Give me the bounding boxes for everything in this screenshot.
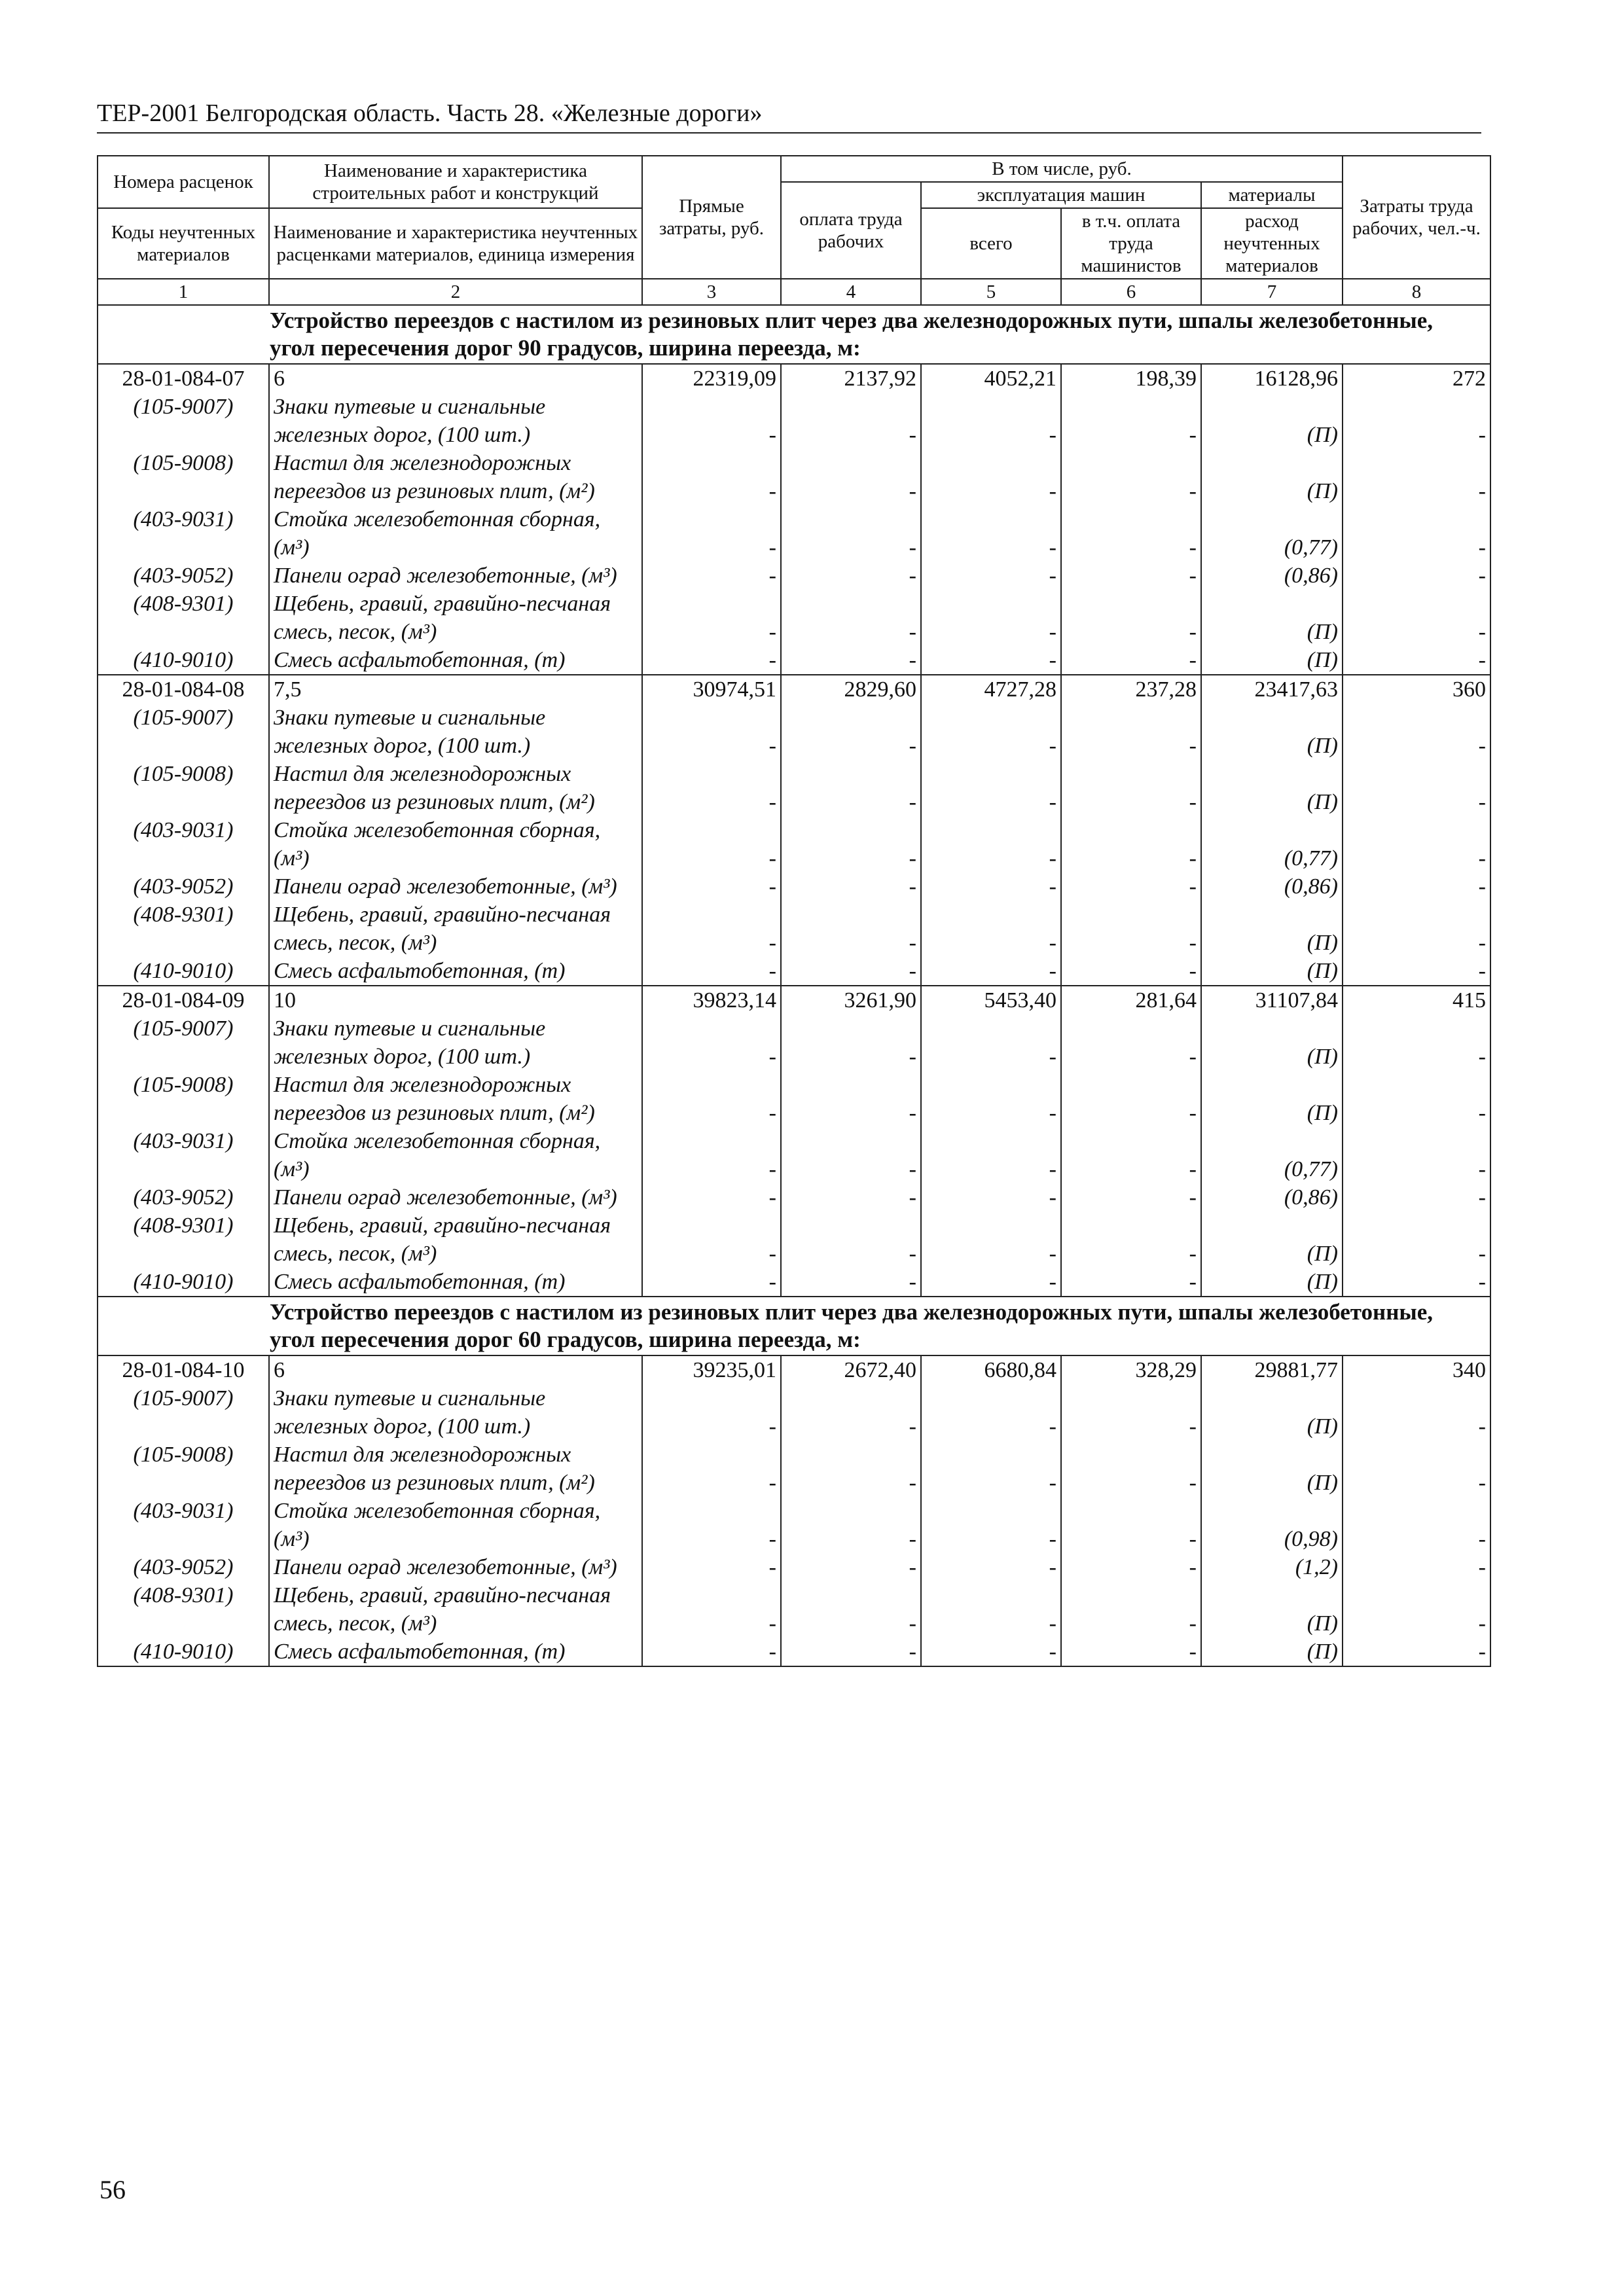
material-row: [98, 1638, 1490, 1666]
dash-cell: -: [1061, 505, 1201, 562]
dash-cell: -: [781, 562, 921, 590]
section-title: Устройство переездов с настилом из резиновых плит через два железнодорожных пути, шпалы железобетонные, угол пересечения дорог 60 градусов, ширина переезда, м:: [98, 1297, 1490, 1355]
column-number: 1: [98, 279, 269, 305]
material-row: [98, 1183, 1490, 1211]
dash-cell: -: [642, 957, 781, 986]
wages-value: 3261,90: [781, 986, 921, 1014]
material-row: [98, 1268, 1490, 1297]
materials-value: 29881,77: [1201, 1355, 1343, 1384]
material-name: Щебень, гравий, гравийно-песчаная смесь, песок, (м³): [269, 1211, 642, 1268]
dash-cell: -: [642, 1268, 781, 1297]
material-quantity: (0,86): [1201, 1183, 1343, 1211]
wages-value: 2829,60: [781, 675, 921, 704]
dash-cell: -: [781, 760, 921, 816]
labor-value: 360: [1343, 675, 1490, 704]
dash-cell: -: [781, 1553, 921, 1581]
dash-cell: -: [921, 505, 1061, 562]
material-row: [98, 1553, 1490, 1581]
material-name: Стойка железобетонная сборная, (м³): [269, 1127, 642, 1183]
dash-cell: -: [781, 1441, 921, 1497]
dash-cell: -: [781, 816, 921, 872]
material-code: (105-9008): [98, 1441, 269, 1497]
material-quantity: (П): [1201, 704, 1343, 760]
material-code: (410-9010): [98, 1268, 269, 1297]
material-quantity: (0,77): [1201, 816, 1343, 872]
dash-cell: -: [921, 1268, 1061, 1297]
header-unaccounted-materials: расход неучтенных материалов: [1201, 208, 1343, 279]
material-row: [98, 449, 1490, 505]
material-row: [98, 872, 1490, 901]
dash-cell: -: [1061, 901, 1201, 957]
dash-cell: -: [1061, 1211, 1201, 1268]
material-name: Панели оград железобетонные, (м³): [269, 872, 642, 901]
dash-cell: -: [921, 957, 1061, 986]
header-machinist-wages: в т.ч. оплата труда машинистов: [1061, 208, 1201, 279]
material-code: (105-9008): [98, 449, 269, 505]
material-code: (408-9301): [98, 1211, 269, 1268]
dash-cell: -: [921, 1581, 1061, 1638]
dash-cell: -: [1061, 760, 1201, 816]
dash-cell: -: [642, 505, 781, 562]
material-code: (403-9052): [98, 1553, 269, 1581]
dash-cell: -: [1061, 1638, 1201, 1666]
machines-value: 5453,40: [921, 986, 1061, 1014]
wages-value: 2137,92: [781, 364, 921, 393]
material-name: Знаки путевые и сигнальные железных дорог, (100 шт.): [269, 1014, 642, 1071]
dash-cell: -: [921, 1497, 1061, 1553]
material-row: [98, 1127, 1490, 1183]
material-code: (105-9007): [98, 704, 269, 760]
labor-value: 415: [1343, 986, 1490, 1014]
material-row: [98, 1211, 1490, 1268]
material-name: Настил для железнодорожных переездов из резиновых плит, (м²): [269, 449, 642, 505]
dash-cell: -: [1061, 1071, 1201, 1127]
material-row: [98, 760, 1490, 816]
dash-cell: -: [781, 449, 921, 505]
material-name: Щебень, гравий, гравийно-песчаная смесь, песок, (м³): [269, 1581, 642, 1638]
dash-cell: -: [921, 1183, 1061, 1211]
section-title-row: [98, 1297, 1490, 1355]
rate-row: [98, 1355, 1490, 1384]
dash-cell: -: [921, 449, 1061, 505]
material-name: Знаки путевые и сигнальные железных дорог, (100 шт.): [269, 393, 642, 449]
dash-cell: -: [921, 872, 1061, 901]
material-name: Панели оград железобетонные, (м³): [269, 1183, 642, 1211]
material-quantity: (П): [1201, 1211, 1343, 1268]
dash-cell: -: [1061, 1127, 1201, 1183]
dash-cell: -: [642, 1211, 781, 1268]
header-wages: оплата труда рабочих: [781, 182, 921, 279]
material-row: [98, 816, 1490, 872]
material-row: [98, 1071, 1490, 1127]
material-name: Стойка железобетонная сборная, (м³): [269, 505, 642, 562]
dash-cell: -: [1343, 1638, 1490, 1666]
rate-width: 7,5: [269, 675, 642, 704]
dash-cell: -: [921, 1211, 1061, 1268]
dash-cell: -: [1343, 505, 1490, 562]
material-code: (410-9010): [98, 1638, 269, 1666]
column-number: 6: [1061, 279, 1201, 305]
dash-cell: -: [921, 646, 1061, 675]
material-name: Щебень, гравий, гравийно-песчаная смесь, песок, (м³): [269, 590, 642, 646]
dash-cell: -: [1343, 1268, 1490, 1297]
material-code: (105-9007): [98, 1014, 269, 1071]
rate-code: 28-01-084-08: [98, 675, 269, 704]
materials-value: 31107,84: [1201, 986, 1343, 1014]
dash-cell: -: [642, 1638, 781, 1666]
dash-cell: -: [642, 1441, 781, 1497]
running-header: ТЕР-2001 Белгородская область. Часть 28. «Железные дороги»: [97, 98, 1481, 134]
dash-cell: -: [781, 1014, 921, 1071]
column-number: 4: [781, 279, 921, 305]
material-row: [98, 590, 1490, 646]
material-code: (403-9052): [98, 562, 269, 590]
machines-value: 4052,21: [921, 364, 1061, 393]
dash-cell: -: [642, 1071, 781, 1127]
dash-cell: -: [921, 393, 1061, 449]
direct-costs-value: 39235,01: [642, 1355, 781, 1384]
dash-cell: -: [921, 1441, 1061, 1497]
dash-cell: -: [1061, 562, 1201, 590]
material-code: (403-9031): [98, 1497, 269, 1553]
dash-cell: -: [781, 1581, 921, 1638]
dash-cell: -: [921, 590, 1061, 646]
material-name: Панели оград железобетонные, (м³): [269, 562, 642, 590]
dash-cell: -: [1061, 704, 1201, 760]
dash-cell: -: [921, 760, 1061, 816]
dash-cell: -: [642, 816, 781, 872]
material-code: (408-9301): [98, 1581, 269, 1638]
direct-costs-value: 39823,14: [642, 986, 781, 1014]
header-work-name: Наименование и характеристика строительных работ и конструкций: [269, 156, 642, 208]
dash-cell: -: [781, 872, 921, 901]
machines-value: 4727,28: [921, 675, 1061, 704]
material-code: (403-9052): [98, 872, 269, 901]
material-row: [98, 1441, 1490, 1497]
material-name: Настил для железнодорожных переездов из резиновых плит, (м²): [269, 1071, 642, 1127]
rate-width: 6: [269, 364, 642, 393]
material-code: (410-9010): [98, 646, 269, 675]
material-row: [98, 1581, 1490, 1638]
column-number: 2: [269, 279, 642, 305]
rate-code: 28-01-084-07: [98, 364, 269, 393]
dash-cell: -: [1343, 1497, 1490, 1553]
dash-cell: -: [781, 1497, 921, 1553]
dash-cell: -: [642, 1497, 781, 1553]
dash-cell: -: [781, 957, 921, 986]
dash-cell: -: [1343, 562, 1490, 590]
material-name: Стойка железобетонная сборная, (м³): [269, 816, 642, 872]
dash-cell: -: [781, 1071, 921, 1127]
material-quantity: (П): [1201, 760, 1343, 816]
column-number: 5: [921, 279, 1061, 305]
material-code: (408-9301): [98, 901, 269, 957]
material-name: Настил для железнодорожных переездов из резиновых плит, (м²): [269, 760, 642, 816]
dash-cell: -: [1343, 1441, 1490, 1497]
dash-cell: -: [1061, 1384, 1201, 1441]
dash-cell: -: [1061, 1553, 1201, 1581]
material-quantity: (0,77): [1201, 505, 1343, 562]
dash-cell: -: [1061, 872, 1201, 901]
section-title: Устройство переездов с настилом из резиновых плит через два железнодорожных пути, шпалы железобетонные, угол пересечения дорог 90 градусов, ширина переезда, м:: [98, 305, 1490, 364]
dash-cell: -: [781, 1638, 921, 1666]
dash-cell: -: [921, 901, 1061, 957]
dash-cell: -: [1061, 393, 1201, 449]
labor-value: 340: [1343, 1355, 1490, 1384]
material-code: (403-9031): [98, 505, 269, 562]
dash-cell: -: [1343, 816, 1490, 872]
machinist-wages-value: 198,39: [1061, 364, 1201, 393]
machinist-wages-value: 281,64: [1061, 986, 1201, 1014]
dash-cell: -: [642, 1553, 781, 1581]
dash-cell: -: [642, 1127, 781, 1183]
dash-cell: -: [642, 646, 781, 675]
dash-cell: -: [1343, 449, 1490, 505]
machinist-wages-value: 237,28: [1061, 675, 1201, 704]
header-rate-numbers: Номера расценок: [98, 156, 269, 208]
dash-cell: -: [1061, 1268, 1201, 1297]
material-name: Смесь асфальтобетонная, (т): [269, 1638, 642, 1666]
materials-value: 23417,63: [1201, 675, 1343, 704]
dash-cell: -: [1343, 872, 1490, 901]
column-number: 7: [1201, 279, 1343, 305]
dash-cell: -: [1061, 590, 1201, 646]
material-quantity: (П): [1201, 1071, 1343, 1127]
dash-cell: -: [921, 562, 1061, 590]
dash-cell: -: [921, 816, 1061, 872]
dash-cell: -: [921, 1384, 1061, 1441]
material-quantity: (П): [1201, 393, 1343, 449]
material-code: (105-9007): [98, 393, 269, 449]
dash-cell: -: [1343, 646, 1490, 675]
material-name: Щебень, гравий, гравийно-песчаная смесь, песок, (м³): [269, 901, 642, 957]
dash-cell: -: [642, 872, 781, 901]
material-quantity: (П): [1201, 1268, 1343, 1297]
header-machines-total: всего: [921, 208, 1061, 279]
material-quantity: (П): [1201, 1441, 1343, 1497]
rate-row: [98, 364, 1490, 393]
dash-cell: -: [1343, 1581, 1490, 1638]
direct-costs-value: 22319,09: [642, 364, 781, 393]
dash-cell: -: [642, 449, 781, 505]
header-machines: эксплуатация машин: [921, 182, 1201, 208]
dash-cell: -: [642, 590, 781, 646]
dash-cell: -: [1343, 1553, 1490, 1581]
material-quantity: (П): [1201, 1638, 1343, 1666]
dash-cell: -: [921, 704, 1061, 760]
rate-code: 28-01-084-10: [98, 1355, 269, 1384]
material-row: [98, 704, 1490, 760]
header-materials: материалы: [1201, 182, 1343, 208]
dash-cell: -: [921, 1071, 1061, 1127]
material-name: Смесь асфальтобетонная, (т): [269, 646, 642, 675]
labor-value: 272: [1343, 364, 1490, 393]
material-quantity: (1,2): [1201, 1553, 1343, 1581]
dash-cell: -: [1061, 1014, 1201, 1071]
dash-cell: -: [781, 1183, 921, 1211]
material-quantity: (0,98): [1201, 1497, 1343, 1553]
dash-cell: -: [921, 1014, 1061, 1071]
dash-cell: -: [1343, 1127, 1490, 1183]
dash-cell: -: [1343, 901, 1490, 957]
dash-cell: -: [781, 1127, 921, 1183]
header-material-names: Наименование и характеристика неучтенных расценками материалов, единица измерения: [269, 208, 642, 279]
dash-cell: -: [781, 1384, 921, 1441]
dash-cell: -: [642, 1581, 781, 1638]
dash-cell: -: [1343, 590, 1490, 646]
dash-cell: -: [1061, 449, 1201, 505]
dash-cell: -: [921, 1553, 1061, 1581]
dash-cell: -: [1061, 816, 1201, 872]
material-name: Панели оград железобетонные, (м³): [269, 1553, 642, 1581]
dash-cell: -: [781, 1268, 921, 1297]
material-name: Смесь асфальтобетонная, (т): [269, 957, 642, 986]
material-row: [98, 901, 1490, 957]
dash-cell: -: [1343, 393, 1490, 449]
material-quantity: (П): [1201, 449, 1343, 505]
material-code: (403-9031): [98, 816, 269, 872]
material-row: [98, 1497, 1490, 1553]
dash-cell: -: [1343, 957, 1490, 986]
dash-cell: -: [781, 646, 921, 675]
dash-cell: -: [1061, 646, 1201, 675]
material-row: [98, 646, 1490, 675]
material-quantity: (П): [1201, 1384, 1343, 1441]
dash-cell: -: [781, 1211, 921, 1268]
rate-code: 28-01-084-09: [98, 986, 269, 1014]
dash-cell: -: [781, 590, 921, 646]
material-code: (410-9010): [98, 957, 269, 986]
rate-width: 6: [269, 1355, 642, 1384]
dash-cell: -: [1343, 1384, 1490, 1441]
dash-cell: -: [642, 1014, 781, 1071]
dash-cell: -: [1343, 1211, 1490, 1268]
material-quantity: (П): [1201, 1581, 1343, 1638]
material-row: [98, 393, 1490, 449]
material-row: [98, 1384, 1490, 1441]
material-name: Знаки путевые и сигнальные железных дорог, (100 шт.): [269, 1384, 642, 1441]
material-name: Смесь асфальтобетонная, (т): [269, 1268, 642, 1297]
dash-cell: -: [642, 901, 781, 957]
dash-cell: -: [921, 1127, 1061, 1183]
wages-value: 2672,40: [781, 1355, 921, 1384]
dash-cell: -: [1061, 1581, 1201, 1638]
rates-table: [97, 155, 1491, 1667]
material-row: [98, 1014, 1490, 1071]
material-code: (105-9008): [98, 760, 269, 816]
header-material-codes: Коды неучтенных материалов: [98, 208, 269, 279]
direct-costs-value: 30974,51: [642, 675, 781, 704]
machinist-wages-value: 328,29: [1061, 1355, 1201, 1384]
dash-cell: -: [1061, 957, 1201, 986]
material-row: [98, 505, 1490, 562]
material-quantity: (П): [1201, 646, 1343, 675]
section-title-row: [98, 305, 1490, 364]
dash-cell: -: [921, 1638, 1061, 1666]
dash-cell: -: [1343, 760, 1490, 816]
header-direct-costs: Прямые затраты, руб.: [642, 156, 781, 279]
material-row: [98, 562, 1490, 590]
dash-cell: -: [642, 1183, 781, 1211]
column-number: 8: [1343, 279, 1490, 305]
material-quantity: (П): [1201, 901, 1343, 957]
material-quantity: (П): [1201, 1014, 1343, 1071]
header-in-total: В том числе, руб.: [781, 156, 1343, 182]
material-name: Знаки путевые и сигнальные железных дорог, (100 шт.): [269, 704, 642, 760]
materials-value: 16128,96: [1201, 364, 1343, 393]
dash-cell: -: [642, 1384, 781, 1441]
material-quantity: (0,77): [1201, 1127, 1343, 1183]
material-name: Стойка железобетонная сборная, (м³): [269, 1497, 642, 1553]
rate-row: [98, 675, 1490, 704]
dash-cell: -: [1343, 1183, 1490, 1211]
material-code: (403-9052): [98, 1183, 269, 1211]
dash-cell: -: [781, 901, 921, 957]
material-quantity: (0,86): [1201, 872, 1343, 901]
dash-cell: -: [781, 393, 921, 449]
dash-cell: -: [642, 562, 781, 590]
dash-cell: -: [1061, 1497, 1201, 1553]
material-code: (105-9007): [98, 1384, 269, 1441]
page-number: 56: [99, 2175, 126, 2204]
dash-cell: -: [1343, 704, 1490, 760]
material-code: (403-9031): [98, 1127, 269, 1183]
column-numbers-row: [98, 279, 1490, 305]
header-labor: Затраты труда рабочих, чел.-ч.: [1343, 156, 1490, 279]
material-row: [98, 957, 1490, 986]
dash-cell: -: [1343, 1014, 1490, 1071]
dash-cell: -: [1061, 1183, 1201, 1211]
dash-cell: -: [642, 704, 781, 760]
table-body: [98, 305, 1490, 1666]
dash-cell: -: [642, 760, 781, 816]
material-code: (408-9301): [98, 590, 269, 646]
dash-cell: -: [1343, 1071, 1490, 1127]
material-code: (105-9008): [98, 1071, 269, 1127]
dash-cell: -: [781, 704, 921, 760]
dash-cell: -: [642, 393, 781, 449]
table-header: [98, 156, 1490, 305]
dash-cell: -: [1061, 1441, 1201, 1497]
rate-width: 10: [269, 986, 642, 1014]
column-number: 3: [642, 279, 781, 305]
material-quantity: (0,86): [1201, 562, 1343, 590]
dash-cell: -: [781, 505, 921, 562]
material-name: Настил для железнодорожных переездов из резиновых плит, (м²): [269, 1441, 642, 1497]
material-quantity: (П): [1201, 957, 1343, 986]
machines-value: 6680,84: [921, 1355, 1061, 1384]
material-quantity: (П): [1201, 590, 1343, 646]
rate-row: [98, 986, 1490, 1014]
